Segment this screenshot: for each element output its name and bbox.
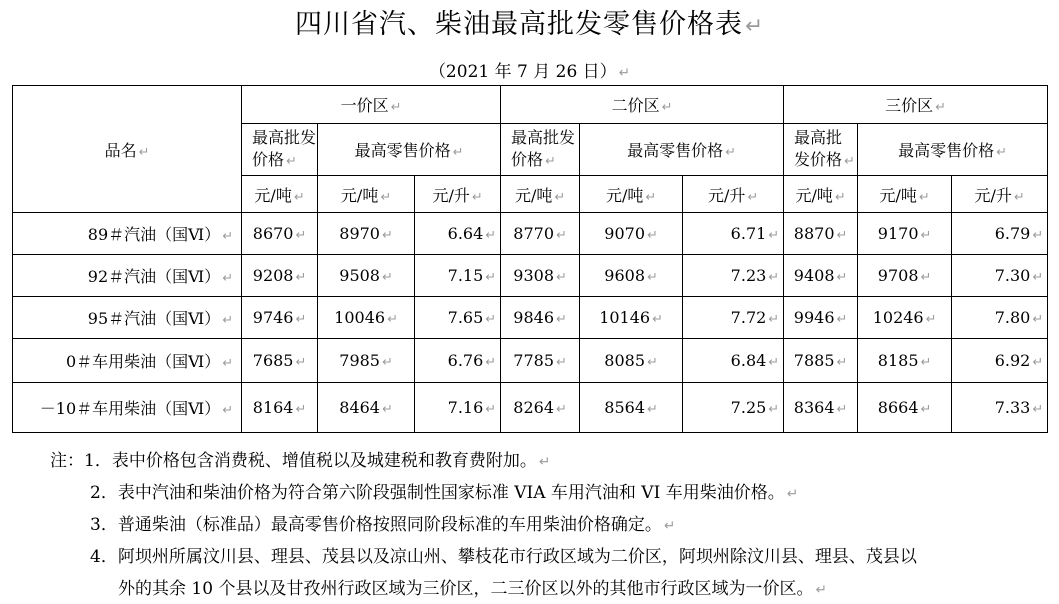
retail-liter-price-cell: 7.30 ↵ <box>952 255 1048 297</box>
zone-header: 三价区 ↵ <box>784 86 1048 124</box>
retail-liter-price-cell: 7.33 ↵ <box>952 383 1048 433</box>
retail-ton-price-cell: 9508 ↵ <box>318 255 415 297</box>
zone-header: 二价区 ↵ <box>501 86 784 124</box>
wholesale-price-cell: 9846 ↵ <box>501 297 580 339</box>
retail-ton-price-cell: 10046 ↵ <box>318 297 415 339</box>
wholesale-price-cell: 8770 ↵ <box>501 213 580 255</box>
retail-liter-price-cell: 6.76 ↵ <box>415 339 501 383</box>
wholesale-header: 最高批发价格 ↵ <box>501 124 580 176</box>
retail-ton-price-cell: 9708 ↵ <box>858 255 952 297</box>
retail-liter-price-cell: 6.64 ↵ <box>415 213 501 255</box>
wholesale-header: 最高批发价格 ↵ <box>784 124 858 176</box>
product-name: 92＃汽油（国Ⅵ） ↵ <box>13 255 242 297</box>
document-title: 四川省汽、柴油最高批发零售价格表↵ <box>294 9 765 40</box>
retail-ton-price-cell: 10146 ↵ <box>580 297 683 339</box>
product-name: 0＃车用柴油（国Ⅵ） ↵ <box>13 339 242 383</box>
note-item: 2．表中汽油和柴油价格为符合第六阶段强制性国家标准 VIA 车用汽油和 VI 车用柴油价格。 ↵ <box>90 483 799 503</box>
note-item: 4．阿坝州所属汶川县、理县、茂县以及凉山州、攀枝花市行政区域为二价区，阿坝州除汶川县、理县、茂县以 <box>90 547 917 567</box>
wholesale-price-cell: 9746 ↵ <box>242 297 318 339</box>
wholesale-price-cell: 9946 ↵ <box>784 297 858 339</box>
retail-liter-price-cell: 6.71 ↵ <box>683 213 784 255</box>
retail-ton-price-cell: 8664 ↵ <box>858 383 952 433</box>
table-row <box>13 297 1048 339</box>
retail-liter-price-cell: 7.23 ↵ <box>683 255 784 297</box>
unit-label: 元/吨 ↵ <box>318 176 415 213</box>
retail-liter-price-cell: 7.25 ↵ <box>683 383 784 433</box>
retail-header: 最高零售价格 ↵ <box>318 124 501 176</box>
price-table <box>12 85 1048 433</box>
unit-label: 元/升 ↵ <box>683 176 784 213</box>
wholesale-header: 最高批发价格 ↵ <box>242 124 318 176</box>
wholesale-price-cell: 7785 ↵ <box>501 339 580 383</box>
paragraph-mark: ↵ <box>618 65 631 81</box>
unit-label: 元/吨 ↵ <box>501 176 580 213</box>
wholesale-price-cell: 8364 ↵ <box>784 383 858 433</box>
wholesale-price-cell: 8164 ↵ <box>242 383 318 433</box>
wholesale-price-cell: 8264 ↵ <box>501 383 580 433</box>
wholesale-price-cell: 9408 ↵ <box>784 255 858 297</box>
retail-ton-price-cell: 8185 ↵ <box>858 339 952 383</box>
table-row <box>13 383 1048 433</box>
retail-ton-price-cell: 9170 ↵ <box>858 213 952 255</box>
retail-liter-price-cell: 7.65 ↵ <box>415 297 501 339</box>
wholesale-price-cell: 9308 ↵ <box>501 255 580 297</box>
unit-label: 元/升 ↵ <box>952 176 1048 213</box>
product-header: 品名 ↵ <box>13 86 242 213</box>
unit-label: 元/吨 ↵ <box>580 176 683 213</box>
retail-ton-price-cell: 8085 ↵ <box>580 339 683 383</box>
retail-ton-price-cell: 8564 ↵ <box>580 383 683 433</box>
retail-liter-price-cell: 7.72 ↵ <box>683 297 784 339</box>
product-name: 89＃汽油（国Ⅵ） ↵ <box>13 213 242 255</box>
note-item: 外的其余 10 个县以及甘孜州行政区域为三价区，二三价区以外的其他市行政区域为一价区。 ↵ <box>118 579 827 599</box>
retail-liter-price-cell: 6.79 ↵ <box>952 213 1048 255</box>
wholesale-price-cell: 8670 ↵ <box>242 213 318 255</box>
retail-liter-price-cell: 7.15 ↵ <box>415 255 501 297</box>
wholesale-price-cell: 8870 ↵ <box>784 213 858 255</box>
retail-ton-price-cell: 9608 ↵ <box>580 255 683 297</box>
paragraph-mark: ↵ <box>744 14 765 39</box>
retail-liter-price-cell: 7.16 ↵ <box>415 383 501 433</box>
retail-liter-price-cell: 6.84 ↵ <box>683 339 784 383</box>
note-item: 注：1．表中价格包含消费税、增值税以及城建税和教育费附加。 ↵ <box>50 451 551 471</box>
retail-header: 最高零售价格 ↵ <box>580 124 784 176</box>
product-name: 95＃汽油（国Ⅵ） ↵ <box>13 297 242 339</box>
retail-liter-price-cell: 7.80 ↵ <box>952 297 1048 339</box>
unit-label: 元/升 ↵ <box>415 176 501 213</box>
wholesale-price-cell: 7685 ↵ <box>242 339 318 383</box>
table-row <box>13 213 1048 255</box>
table-row <box>13 339 1048 383</box>
retail-ton-price-cell: 8464 ↵ <box>318 383 415 433</box>
table-row <box>13 255 1048 297</box>
wholesale-price-cell: 9208 ↵ <box>242 255 318 297</box>
retail-ton-price-cell: 9070 ↵ <box>580 213 683 255</box>
unit-label: 元/吨 ↵ <box>858 176 952 213</box>
product-name: －10＃车用柴油（国Ⅵ） ↵ <box>13 383 242 433</box>
retail-ton-price-cell: 8970 ↵ <box>318 213 415 255</box>
retail-ton-price-cell: 10246 ↵ <box>858 297 952 339</box>
wholesale-price-cell: 7885 ↵ <box>784 339 858 383</box>
retail-header: 最高零售价格 ↵ <box>858 124 1048 176</box>
retail-liter-price-cell: 6.92 ↵ <box>952 339 1048 383</box>
document-date: （2021 年 7 月 26 日） ↵ <box>428 62 631 82</box>
zone-header: 一价区 ↵ <box>242 86 501 124</box>
note-item: 3．普通柴油（标准品）最高零售价格按照同阶段标准的车用柴油价格确定。 ↵ <box>90 515 676 535</box>
unit-label: 元/吨 ↵ <box>242 176 318 213</box>
retail-ton-price-cell: 7985 ↵ <box>318 339 415 383</box>
unit-label: 元/吨 ↵ <box>784 176 858 213</box>
